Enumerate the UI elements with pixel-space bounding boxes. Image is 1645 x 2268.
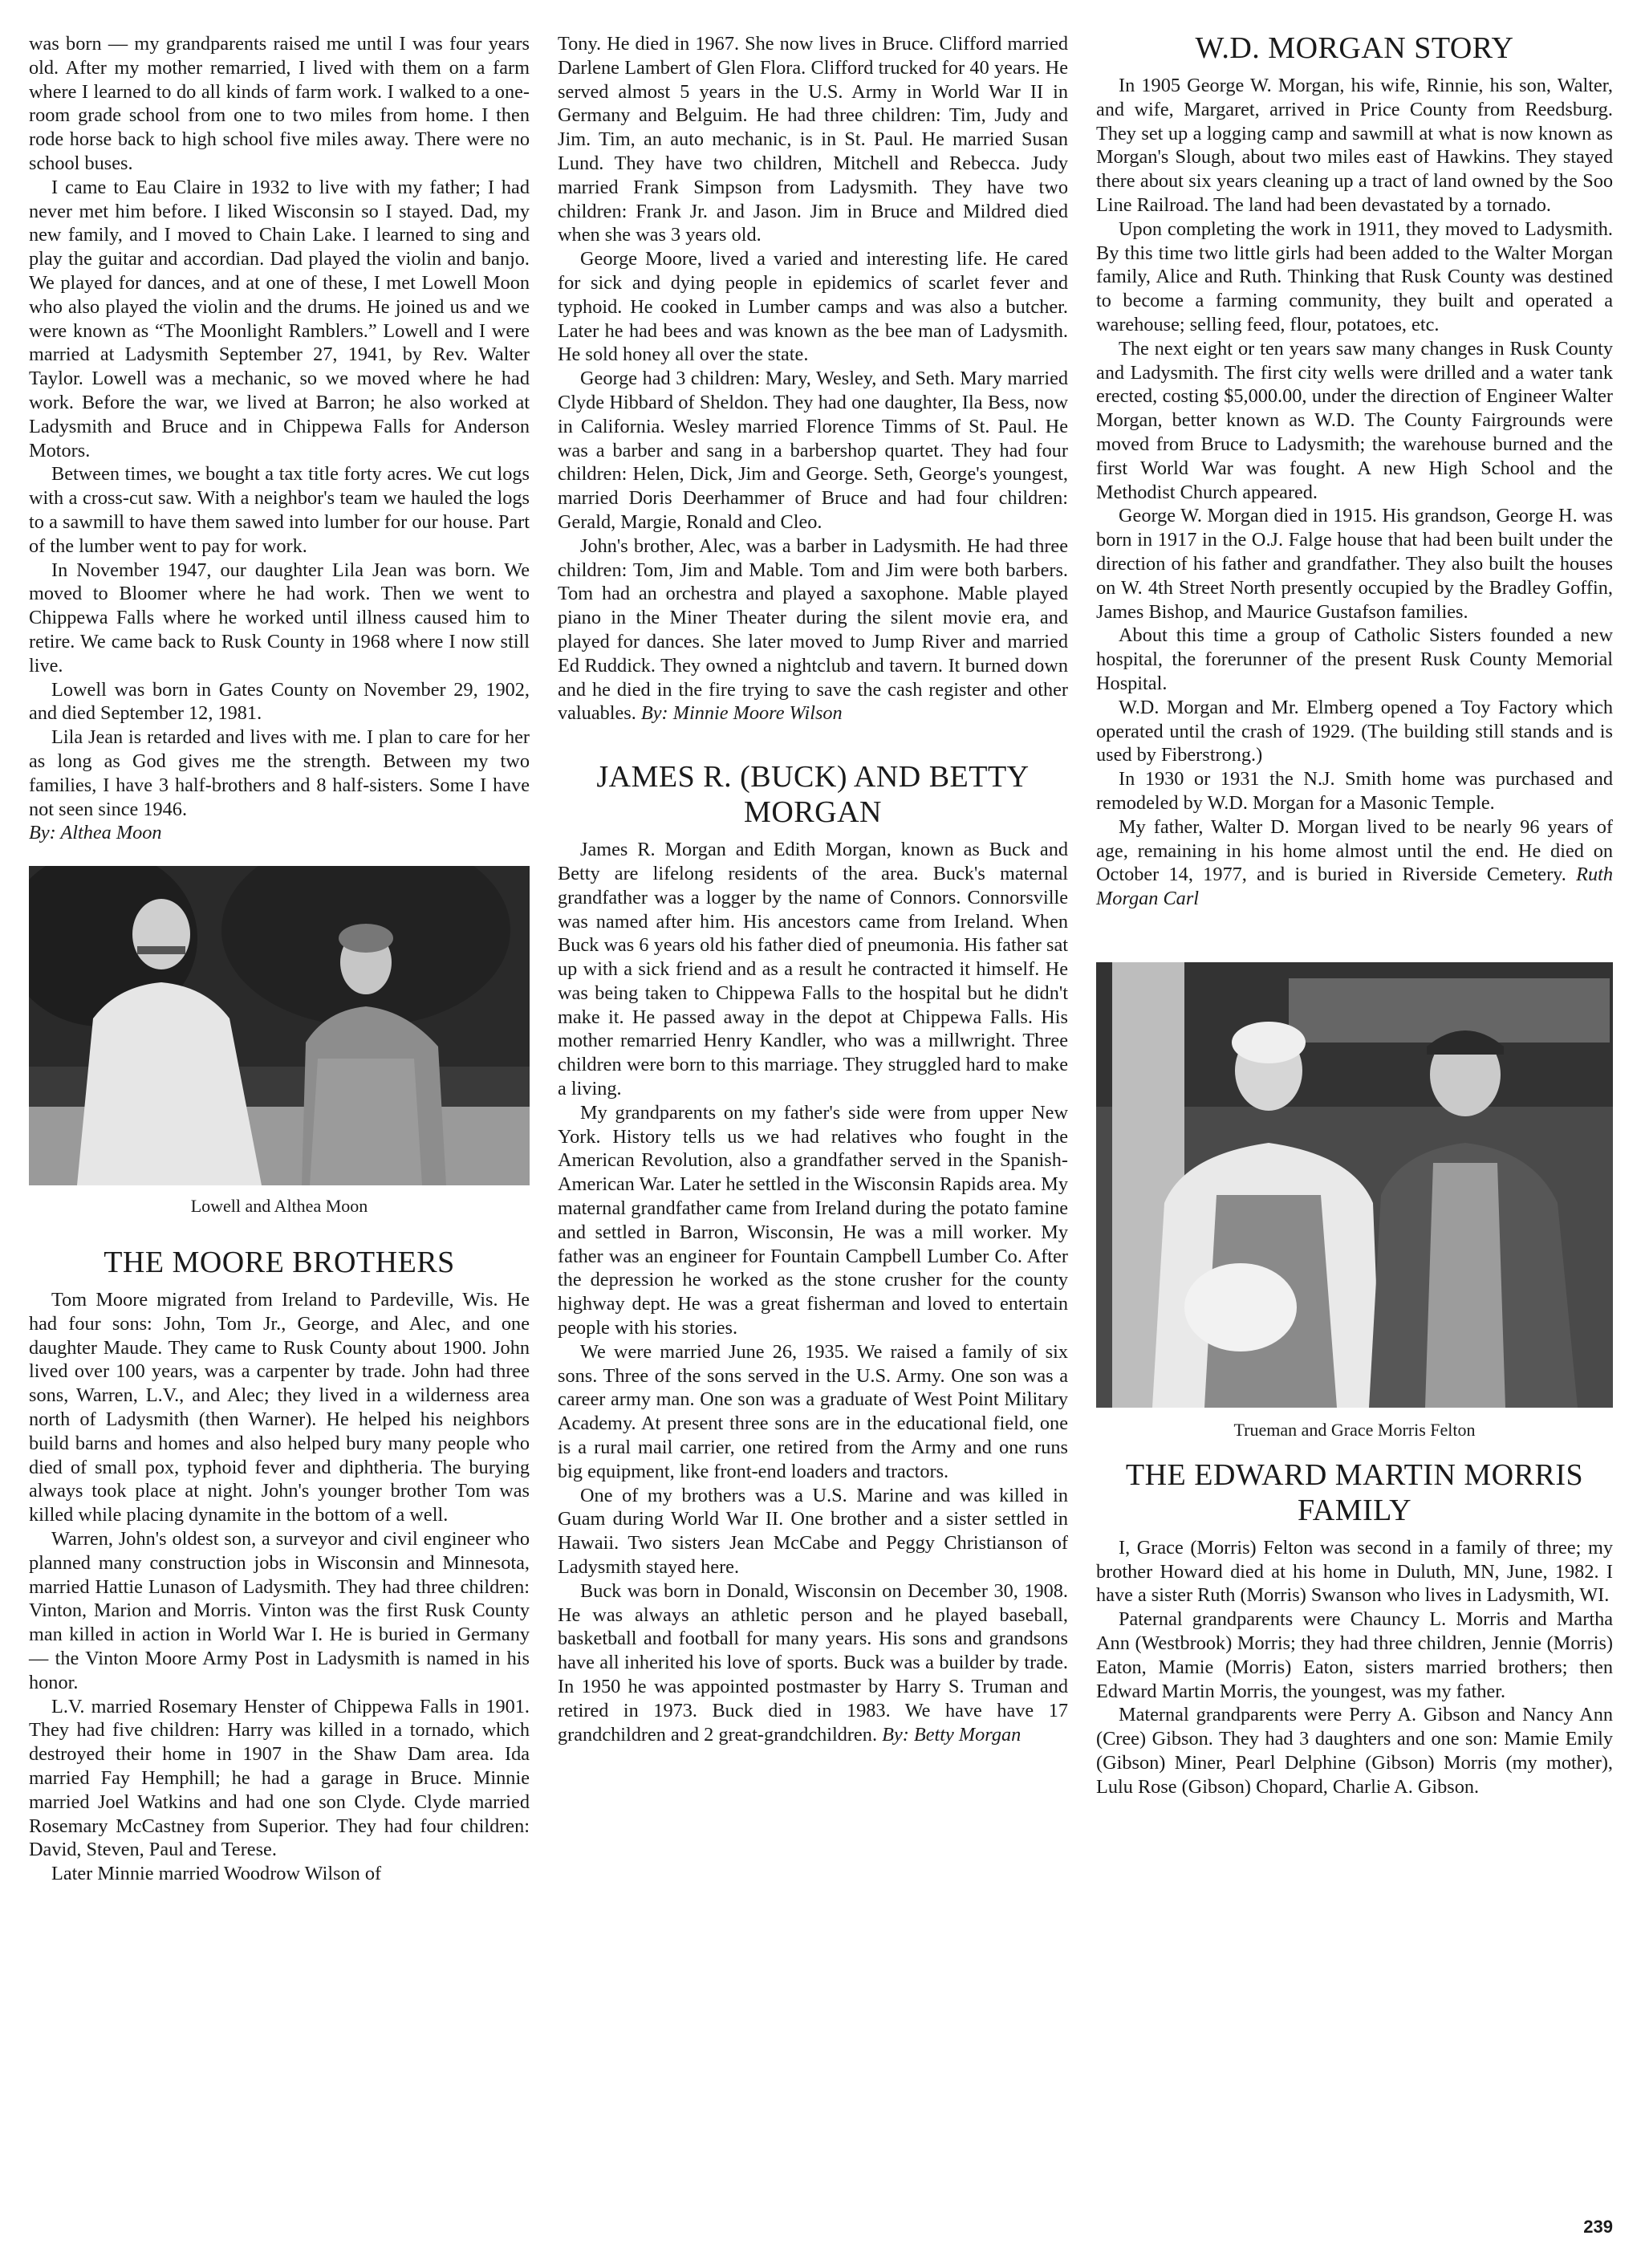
paragraph: Maternal grandparents were Perry A. Gibson and Nancy Ann (Cree) Gibson. They had 3 daughters and one son: Mamie Emily (Gibson) Miner, Pearl Delphine (Gibson) Morris (my mother), Lulu Rose (Gibson) Chopard, Charlie A. Gibson. <box>1096 1704 1613 1798</box>
section-heading: W.D. MORGAN STORY <box>1195 31 1514 65</box>
paragraph: About this time a group of Catholic Sisters founded a new hospital, the forerunner of the present Rusk County Memorial Hospital. <box>1096 624 1613 694</box>
byline: Ruth Morgan Carl <box>1096 864 1613 910</box>
paragraph: James R. Morgan and Edith Morgan, known as Buck and Betty are lifelong residents of the area. Buck's maternal grandfather was a logger by the name of Connors. Connorsville was named after him. His ancestors came from Ireland. When Buck was 6 years old his father died of pneumonia. His father sat up with a sick friend and as a result he contracted it himself. He was being taken to Chippewa Falls to the hospital but he didn't make it. He passed away in the depot at Chippewa Falls. His mother remarried Henry Kandler, who was a millwright. Three children were born to this marriage. They struggled hard to make a living. <box>558 839 1068 1100</box>
paragraph: L.V. married Rosemary Henster of Chippewa Falls in 1901. They had five children: Harry was killed in a tornado, which destroyed their home in 1907 in the Shaw Dam area. Ida married Fay Hemphill; he had a garage in Bruce. Minnie married Joel Watkins and had one son Clyde. Clyde married Rosemary McCastney from Superior. They had four children: David, Steven, Paul and Terese. <box>29 1695 530 1861</box>
photo-image <box>29 866 530 1185</box>
byline: By: Minnie Moore Wilson <box>640 702 843 725</box>
paragraph <box>558 1579 1068 1747</box>
paragraph-text: Buck was born in Donald, Wisconsin on December 30, 1908. He was always an athletic person and he played baseball, basketball and football for many years. His sons and grandsons have all inherited his love of sports. Buck was a builder by trade. In 1950 he was appointed postmaster by Harry S. Truman and retired in 1973. Buck died in 1983. We have have 17 grandchildren and 2 great-grandchildren. <box>558 1579 1068 1746</box>
paragraph: Warren, John's oldest son, a surveyor and civil engineer who planned many construction jobs in Wisconsin and Minnesota, married Hattie Lunason of Ladysmith. They had three children: Vinton, Marion and Morris. Vinton was the first Rusk County man killed in action in World War I. He is buried in Germany — the Vinton Moore Army Post in Ladysmith is named in his honor. <box>29 1528 530 1693</box>
paragraph: Upon completing the work in 1911, they moved to Ladysmith. By this time two little girls had been added to the Walter Morgan family, Alice and Ruth. Thinking that Rusk County was destined to become a farming community, they built and operated a warehouse; selling feed, flour, potatoes, etc. <box>1096 217 1613 335</box>
photo-caption: Lowell and Althea Moon <box>190 1196 368 1217</box>
column-3 <box>1096 32 1613 1799</box>
paragraph-text: John's brother, Alec, was a barber in Ladysmith. He had three children: Tom, Jim and Mable. Tom and Jim were both barbers. Tom had an orchestra and played a saxophone. Mable played piano in the Miner Theater during the silent movie era, and played for dances. She later moved to Jump River and married Ed Ruddick. They owned a nightclub and tavern. It burned down and he died in the fire trying to save the cash register and other valuables. <box>558 534 1068 725</box>
section-heading: THE MOORE BROTHERS <box>104 1246 455 1280</box>
page-number: 239 <box>1583 2217 1613 2237</box>
paragraph: was born — my grandparents raised me until I was four years old. After my mother remarried, I lived with them on a farm where I learned to do all kinds of farm work. I walked to a one-room grade school from one to two miles from home. I then rode horse back to high school five miles away. There were no school buses. <box>29 33 530 174</box>
paragraph: Lowell was born in Gates County on November 29, 1902, and died September 12, 1981. <box>29 678 530 725</box>
paragraph: Between times, we bought a tax title forty acres. We cut logs with a cross-cut saw. With a neighbor's team we hauled the logs to a sawmill to have them sawed into lumber for our house. Part of the lumber went to pay for work. <box>29 463 530 557</box>
photo-trueman-grace-felton <box>1096 962 1613 1408</box>
byline: By: Betty Morgan <box>882 1723 1022 1746</box>
column-2 <box>558 32 1068 1746</box>
paragraph: In November 1947, our daughter Lila Jean was born. We moved to Bloomer where he had work. Then we went to Chippewa Falls where he worked until illness caused him to retire. We came back to Rusk County in 1968 where I now still live. <box>29 559 530 677</box>
paragraph: In 1905 George W. Morgan, his wife, Rinnie, his son, Walter, and wife, Margaret, arrived in Price County from Reedsburg. They set up a logging camp and sawmill at what is now known as Morgan's Slough, about two miles east of Hawkins. They stayed there about six years cleaning up a tract of land owned by the Soo Line Railroad. The land had been devastated by a tornado. <box>1096 75 1613 216</box>
paragraph <box>1096 815 1613 911</box>
paragraph: George W. Morgan died in 1915. His grandson, George H. was born in 1917 in the O.J. Falge house that had been built under the direction of his father and grandfather. They also built the houses on W. 4th Street North presently occupied by the Bradley Goffin, James Bishop, and Maurice Gustafson families. <box>1096 505 1613 623</box>
photo-image <box>1096 962 1613 1408</box>
paragraph: We were married June 26, 1935. We raised a family of six sons. Three of the sons served in the U.S. Army. One son was a career army man. One son was a graduate of West Point Military Academy. At present three sons are in the educational field, one is a rural mail carrier, one retired from the Army and one runs big equipment, like front-end loaders and tractors. <box>558 1340 1068 1482</box>
paragraph: Lila Jean is retarded and lives with me. I plan to care for her as long as God gives me the strength. Between my two families, I have 3 half-brothers and 8 half-sisters. Some I have not seen since 1946. <box>29 726 530 820</box>
paragraph: George Moore, lived a varied and interesting life. He cared for sick and dying people in epidemics of scarlet fever and typhoid. He cooked in Lumber camps and was also a butcher. Later he had bees and was known as the bee man of Ladysmith. He sold honey all over the state. <box>558 248 1068 366</box>
column-1 <box>29 32 530 1886</box>
paragraph-text: My father, Walter D. Morgan lived to be nearly 96 years of age, remaining in his home almost until the end. He died on October 14, 1977, and is buried in Riverside Cemetery. <box>1096 815 1613 886</box>
paragraph: Tony. He died in 1967. She now lives in Bruce. Clifford married Darlene Lambert of Glen Flora. Clifford trucked for 40 years. He served almost 5 years in the U.S. Army in World War II in Germany and Belguim. He had three children: Tim, Judy and Jim. Tim, an auto mechanic, is in St. Paul. He married Susan Lund. They have two children, Mitchell and Rebecca. Judy married Frank Simpson from Ladysmith. They have two children: Frank Jr. and Jason. Jim in Bruce and Mildred died when she was 3 years old. <box>558 33 1068 246</box>
photo-caption: Trueman and Grace Morris Felton <box>1233 1419 1476 1440</box>
paragraph: I came to Eau Claire in 1932 to live with my father; I had never met him before. I liked Wisconsin so I stayed. Dad, my new family, and I moved to Chain Lake. I learned to sing and play the guitar and accordian. Dad played the violin and banjo. We played for dances, and at one of these, I met Lowell Moon who also played the violin and the drums. He joined us and we were known as “The Moonlight Ramblers.” Lowell and I were married at Ladysmith September 27, 1941, by Rev. Walter Taylor. Lowell was a mechanic, so we moved where he had work. Before the war, we lived at Barron; he also worked at Ladysmith and Bruce and in Chippewa Falls for Anderson Motors. <box>29 176 530 461</box>
paragraph: One of my brothers was a U.S. Marine and was killed in Guam during World War II. One brother and a sister settled in Hawaii. Two sisters Jean McCabe and Peggy Christianson of Ladysmith stayed here. <box>558 1484 1068 1579</box>
paragraph: George had 3 children: Mary, Wesley, and Seth. Mary married Clyde Hibbard of Sheldon. They had one daughter, Ila Bess, now in California. Wesley married Florence Timms of St. Paul. He was a barber and sang in a barbershop quartet. They had four children: Helen, Dick, Jim and George. Seth, George's youngest, married Doris Deerhammer of Bruce and had four children: Gerald, Margie, Ronald and Cleo. <box>558 368 1068 533</box>
paragraph: The next eight or ten years saw many changes in Rusk County and Ladysmith. The first city wells were drilled and a water tank erected, costing $5,000.00, under the direction of Engineer Walter Morgan, better known as W.D. The County Fairgrounds were moved from Bruce to Ladysmith; the warehouse burned and the first World War was fought. A new High School and the Methodist Church appeared. <box>1096 337 1613 503</box>
paragraph: Later Minnie married Woodrow Wilson of <box>51 1863 382 1885</box>
byline: By: Althea Moon <box>29 822 162 844</box>
paragraph: In 1930 or 1931 the N.J. Smith home was purchased and remodeled by W.D. Morgan for a Masonic Temple. <box>1096 768 1613 814</box>
paragraph: W.D. Morgan and Mr. Elmberg opened a Toy Factory which operated until the crash of 1929. (The building still stands and is used by Fiberstrong.) <box>1096 696 1613 766</box>
paragraph: Paternal grandparents were Chauncy L. Morris and Martha Ann (Westbrook) Morris; they had three children, Jennie (Morris) Eaton, Mamie (Morris) Eaton, sisters married brothers; then Edward Martin Morris, the youngest, was my father. <box>1096 1608 1613 1702</box>
paragraph: My grandparents on my father's side were from upper New York. History tells us we had relatives who fought in the American Revolution, also a grandfather served in the Spanish-American War. Later he settled in the Wisconsin Rapids area. My maternal grandfather came from Ireland during the potato famine and settled in Barron, Wisconsin, He was a mill worker. My father was an engineer for Fountain Campbell Lumber Co. After the depression he worked as the stone crusher for the county highway dept. He was a great fisherman and loved to entertain people with his stories. <box>558 1101 1068 1339</box>
paragraph: I, Grace (Morris) Felton was second in a family of three; my brother Howard died at his home in Duluth, MN, June, 1982. I have a sister Ruth (Morris) Swanson who lives in Ladysmith, WI. <box>1096 1536 1613 1607</box>
section-heading: THE EDWARD MARTIN MORRIS FAMILY <box>1125 1457 1584 1527</box>
paragraph <box>558 534 1068 726</box>
paragraph: Tom Moore migrated from Ireland to Pardeville, Wis. He had four sons: John, Tom Jr., George, and Alec, and one daughter Maude. They came to Rusk County about 1900. John lived over 100 years, was a carpenter by trade. John had three sons, Warren, L.V., and Alec; they lived in a wilderness area north of Ladysmith (then Warner). He helped his neighbors build barns and homes and also helped bury many people who died of small pox, typhoid fever and diphtheria. The burying always took place at night. John's younger brother Tom was killed while placing dynamite in the bottom of a well. <box>29 1289 530 1526</box>
section-heading: JAMES R. (BUCK) AND BETTY MORGAN <box>596 760 1030 830</box>
photo-lowell-althea-moon <box>29 866 530 1185</box>
